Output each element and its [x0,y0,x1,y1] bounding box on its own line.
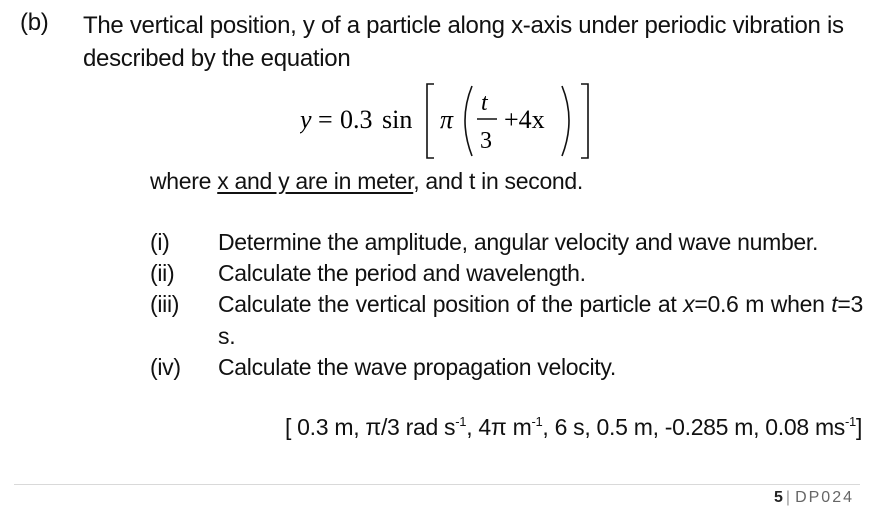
intro-text: The vertical position, y of a particle along x-axis under periodic vibration is described by the equation [83,12,844,72]
question-text [218,288,863,352]
question-number: (ii) [150,260,175,286]
q3-text-a: Calculate the vertical position of the particle at [218,291,684,317]
right-bracket [581,84,588,158]
footer-separator: | [785,489,793,506]
answer-sup: -1 [531,414,543,429]
question-text: Determine the amplitude, angular velocity and wave number. [218,229,819,255]
question-number: (i) [150,229,170,255]
answer-part: , 6 s, 0.5 m, -0.285 m, 0.08 ms [542,414,846,440]
eq-pi: π [440,105,454,134]
eq-lhs: y [300,105,312,134]
eq-coefficient: 0.3 [340,105,373,134]
answer-part: [ 0.3 m, π/3 rad s [285,414,456,440]
question-text: Calculate the period and wavelength. [218,260,586,286]
answer-sup: -1 [845,414,856,429]
eq-function: sin [382,105,413,134]
eq-equals: = [318,105,333,134]
eq-plus-term: +4x [504,105,545,134]
units-note [150,168,583,195]
left-paren [465,86,472,156]
question-number: (iv) [150,354,181,380]
var-t: t [831,291,838,317]
eq-denominator: 3 [480,128,492,154]
q3-text-b: =0.6 m when [694,291,832,317]
footer-divider [14,484,860,485]
var-x: x [683,291,695,317]
left-bracket [427,84,434,158]
question-text: Calculate the wave propagation velocity. [218,354,616,380]
answer-key [285,414,862,441]
answer-part: , 4π m [466,414,532,440]
q3-text-c: =3 s. [218,291,863,349]
units-underlined: x and y are in meter [217,168,414,194]
course-code: DP024 [795,489,854,506]
page-number: 5 [774,489,783,506]
answer-sup: -1 [455,414,467,429]
units-suffix: , and t in second. [413,168,584,194]
question-number: (iii) [150,291,180,317]
eq-numerator: t [481,90,488,116]
page-footer [774,489,854,507]
units-prefix: where [150,168,218,194]
wave-equation [300,72,620,162]
answer-part: ] [855,414,863,440]
right-paren [562,86,569,156]
part-label: (b) [20,9,49,36]
